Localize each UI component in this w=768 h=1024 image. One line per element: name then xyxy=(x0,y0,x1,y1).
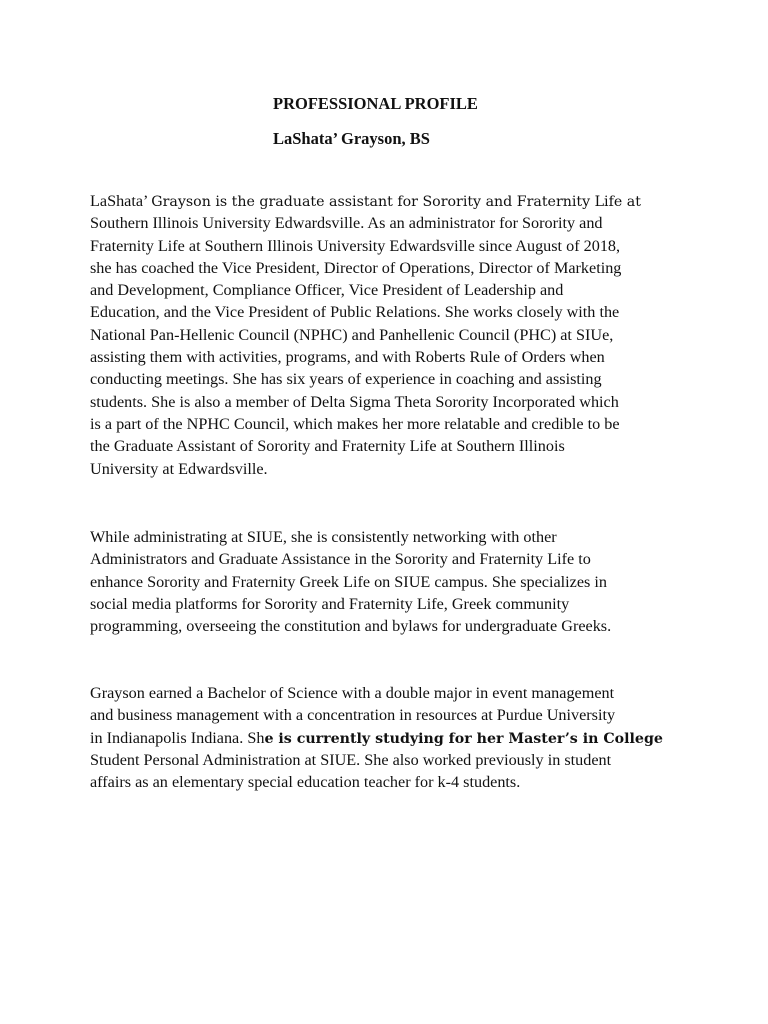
text-run: LaShata’ xyxy=(90,192,152,210)
paragraph-line: and Development, Compliance Officer, Vice President of Leadership and xyxy=(90,281,564,300)
paragraph-line: assisting them with activities, programs, and with Roberts Rule of Orders when xyxy=(90,348,605,367)
paragraph-line xyxy=(90,727,690,749)
text-run: Grayson is the graduate assistant for Sorority and Fraternity Life at xyxy=(151,194,641,210)
paragraph-line: Southern Illinois University Edwardsville. As an administrator for Sorority and xyxy=(90,214,603,233)
paragraph-line: is a part of the NPHC Council, which makes her more relatable and credible to be xyxy=(90,414,620,433)
paragraph-line: Fraternity Life at Southern Illinois University Edwardsville since August of 2018, xyxy=(90,236,621,255)
paragraph-line: she has coached the Vice President, Director of Operations, Director of Marketing xyxy=(90,258,622,277)
paragraph-line: National Pan-Hellenic Council (NPHC) and Panhellenic Council (PHC) at SIUe, xyxy=(90,325,614,344)
text-run: e is currently studying for her Master’s in College xyxy=(264,730,663,747)
paragraph-line: Education, and the Vice President of Public Relations. She works closely with the xyxy=(90,303,620,322)
paragraph-line: the Graduate Assistant of Sorority and Fraternity Life at Southern Illinois xyxy=(90,437,565,456)
paragraph-line: enhance Sorority and Fraternity Greek Life on SIUE campus. She specializes in xyxy=(90,572,607,591)
paragraph-line: social media platforms for Sorority and Fraternity Life, Greek community xyxy=(90,594,570,613)
paragraph-line: affairs as an elementary special education teacher for k-4 students. xyxy=(90,773,521,792)
document-title: PROFESSIONAL PROFILE xyxy=(273,94,478,113)
paragraph-line: students. She is also a member of Delta Sigma Theta Sorority Incorporated which xyxy=(90,392,619,411)
paragraph-line: Student Personal Administration at SIUE. She also worked previously in student xyxy=(90,750,612,769)
text-run: in Indianapolis Indiana. Sh xyxy=(90,728,265,747)
paragraph-networking xyxy=(90,526,690,637)
paragraph-education xyxy=(90,682,690,793)
paragraph-line: While administrating at SIUE, she is consistently networking with other xyxy=(90,528,557,546)
paragraph-line: University at Edwardsville. xyxy=(90,459,268,478)
paragraph-line: Grayson earned a Bachelor of Science with a double major in event management xyxy=(90,684,615,702)
paragraph-line: conducting meetings. She has six years of experience in coaching and assisting xyxy=(90,370,602,389)
paragraph-line xyxy=(90,190,690,212)
paragraph-line: Administrators and Graduate Assistance in the Sorority and Fraternity Life to xyxy=(90,550,591,569)
profile-name: LaShata’ Grayson, BS xyxy=(273,129,430,148)
paragraph-role-overview xyxy=(90,190,690,480)
paragraph-line: and business management with a concentration in resources at Purdue University xyxy=(90,706,616,725)
paragraph-line: programming, overseeing the constitution and bylaws for undergraduate Greeks. xyxy=(90,617,612,636)
